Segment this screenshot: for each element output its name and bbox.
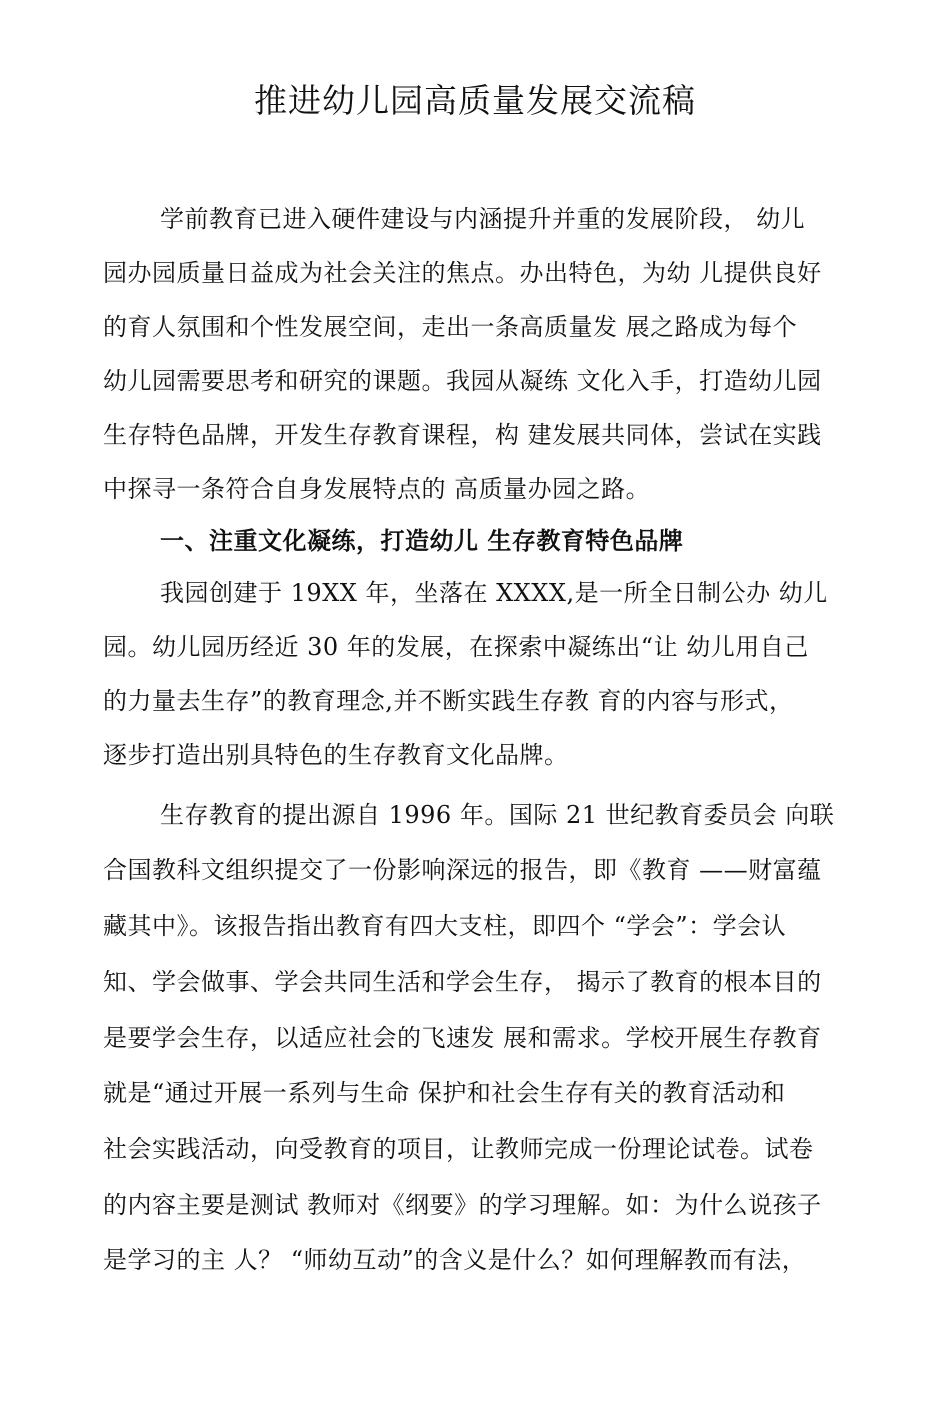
paragraph-3-line-6: 就是“通过开展一系列与生命 保护和社会生存有关的教育活动和 bbox=[103, 1079, 786, 1107]
document-title: 推进幼儿园高质量发展交流稿 bbox=[254, 81, 696, 120]
paragraph-3-line-8: 的内容主要是测试 教师对《纲要》的学习理解。如：为什么说孩子 bbox=[103, 1191, 822, 1219]
paragraph-1-line-2: 园办园质量日益成为社会关注的焦点。办出特色，为幼 儿提供良好 bbox=[103, 259, 822, 287]
paragraph-3-line-9: 是学习的主 人？ “师幼互动”的含义是什么？如何理解教而有法， bbox=[103, 1246, 807, 1274]
paragraph-3-line-4: 知、学会做事、学会共同生活和学会生存， 揭示了教育的根本目的 bbox=[103, 968, 822, 996]
paragraph-2-line-4: 逐步打造出别具特色的生存教育文化品牌。 bbox=[103, 741, 569, 769]
section-heading-1: 一、注重文化凝练，打造幼儿 生存教育特色品牌 bbox=[160, 527, 684, 555]
paragraph-1-line-1: 学前教育已进入硬件建设与内涵提升并重的发展阶段， 幼儿 bbox=[160, 205, 806, 233]
paragraph-3-line-7: 社会实践活动，向受教育的项目，让教师完成一份理论试卷。试卷 bbox=[103, 1135, 814, 1163]
paragraph-3-line-5: 是要学会生存，以适应社会的飞速发 展和需求。学校开展生存教育 bbox=[103, 1024, 822, 1052]
paragraph-2-line-3: 的力量去生存”的教育理念,并不断实践生存教 育的内容与形式， bbox=[103, 687, 794, 715]
paragraph-2-line-2: 园。幼儿园历经近 30 年的发展，在探索中凝练出“让 幼儿用自己 bbox=[103, 633, 809, 661]
paragraph-3-line-3: 藏其中》。该报告指出教育有四大支柱，即四个 “学会”：学会认 bbox=[103, 912, 787, 940]
paragraph-3-line-1: 生存教育的提出源自 1996 年。国际 21 世纪教育委员会 向联 bbox=[160, 801, 835, 829]
paragraph-2-line-1: 我园创建于 19XX 年，坐落在 XXXX,是一所全日制公办 幼儿 bbox=[160, 579, 828, 607]
paragraph-1-line-5: 生存特色品牌，开发生存教育课程，构 建发展共同体，尝试在实践 bbox=[103, 421, 822, 449]
paragraph-3-line-2: 合国教科文组织提交了一份影响深远的报告，即《教育 ——财富蕴 bbox=[103, 856, 822, 884]
paragraph-1-line-3: 的育人氛围和个性发展空间，走出一条高质量发 展之路成为每个 bbox=[103, 313, 798, 341]
paragraph-1-line-4: 幼儿园需要思考和研究的课题。我园从凝练 文化入手，打造幼儿园 bbox=[103, 367, 822, 395]
paragraph-1-line-6: 中探寻一条符合自身发展特点的 高质量办园之路。 bbox=[103, 475, 651, 503]
